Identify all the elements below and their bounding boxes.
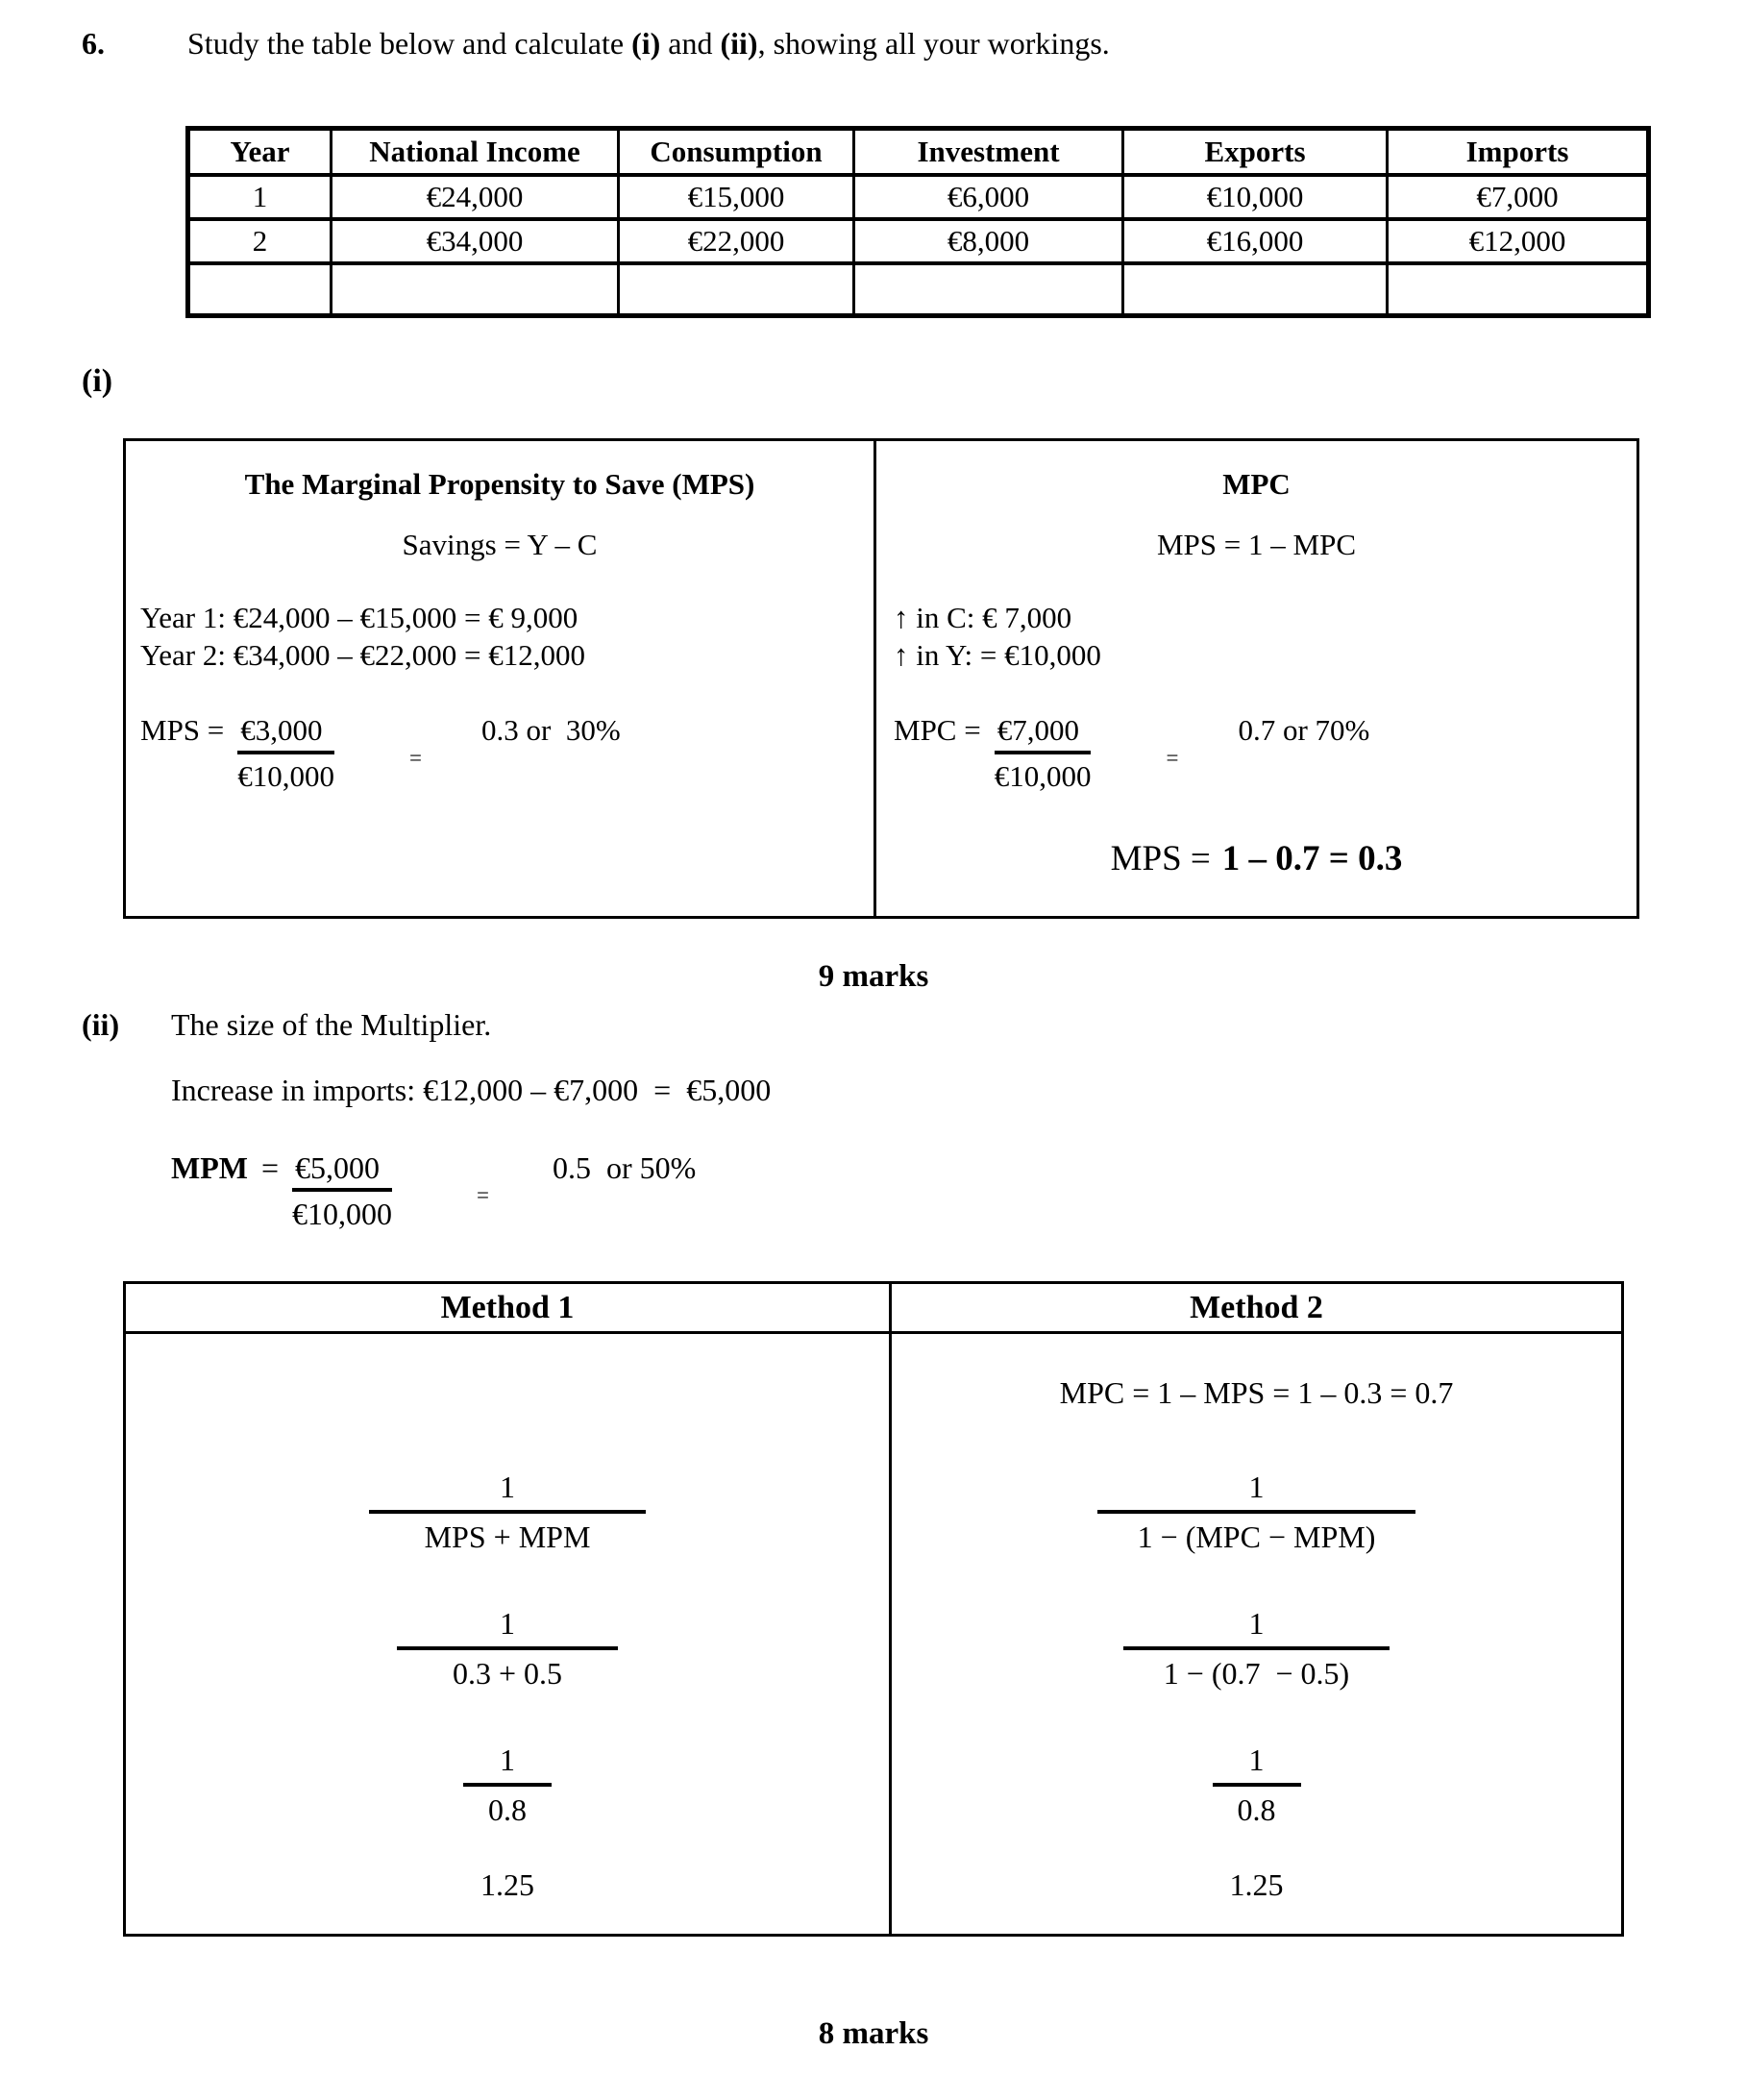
table-cell [1388,263,1649,316]
table-row-year1 [188,175,1649,219]
fraction-denominator: 0.3 + 0.5 [452,1656,563,1691]
fraction-denominator: 0.8 [488,1792,527,1827]
equals-sign: = [409,746,423,770]
question-line [82,24,1110,62]
header-consumption: Consumption [619,129,854,176]
header-investment: Investment [854,129,1123,176]
imports-increase-line: Increase in imports: €12,000 – €7,000 = €5,000 [171,1073,772,1107]
equals-sign: = [477,1183,489,1207]
table-cell [188,263,332,316]
mpc-fraction [995,712,1092,795]
method1-fraction-values [397,1605,618,1692]
part-ii-heading [82,1005,491,1044]
table-cell: €8,000 [854,219,1123,263]
table-cell: €15,000 [619,175,854,219]
question-number: 6. [82,26,105,61]
savings-workings [126,599,874,674]
method2-header: Method 2 [889,1284,1621,1331]
part-ii-title: The size of the Multiplier. [171,1007,492,1042]
increase-in-c-line: ↑ in C: € 7,000 [894,601,1072,634]
mps-column [126,441,874,916]
question-text-part: , showing all your workings. [757,26,1110,61]
multiplier-methods-box [123,1281,1624,1937]
fraction-denominator: 0.8 [1237,1792,1276,1827]
fraction-denominator: €10,000 [292,1197,392,1231]
table-cell [854,263,1123,316]
table-cell [619,263,854,316]
table-cell: €10,000 [1123,175,1388,219]
mps-title: The Marginal Propensity to Save (MPS) [244,467,755,501]
fraction-denominator: 1 − (MPC − MPM) [1137,1519,1376,1554]
fraction-denominator: €10,000 [994,759,1092,793]
method2-mpc-line: MPC = 1 – MPS = 1 – 0.3 = 0.7 [1059,1375,1454,1410]
fraction-denominator: 1 − (0.7 − 0.5) [1163,1656,1350,1691]
mpc-calculation-row [876,712,1636,795]
methods-header-row [126,1284,1621,1334]
mpm-label: MPM [171,1150,248,1185]
table-cell: €7,000 [1388,175,1649,219]
year2-calculation: Year 2: €34,000 – €22,000 = €12,000 [140,638,585,672]
mpc-title: MPC [1222,467,1291,501]
method1-result: 1.25 [480,1867,534,1902]
table-cell: 1 [188,175,332,219]
mps-conclusion-line [876,837,1636,880]
fraction-numerator: 1 [1213,1742,1301,1787]
table-cell: 2 [188,219,332,263]
method2-result: 1.25 [1229,1867,1284,1902]
part-i-answer-box [123,438,1639,919]
methods-body [126,1334,1621,1934]
mps-calculation-row [126,712,874,795]
method1-header: Method 1 [440,1289,575,1325]
method1-column [126,1334,889,1934]
method2-column [889,1334,1621,1934]
mpc-column [874,441,1636,916]
fraction-numerator: 1 [463,1742,552,1787]
question-text-part: Study the table below and calculate [187,26,632,61]
header-imports: Imports [1388,129,1649,176]
method2-fraction-formula [1097,1469,1416,1555]
method1-fraction-simplified [463,1742,552,1828]
fraction-numerator: €5,000 [292,1149,392,1192]
question-text-part: and [660,26,721,61]
header-year: Year [188,129,332,176]
fraction-numerator: 1 [1123,1605,1390,1650]
method1-fraction-formula [369,1469,647,1555]
header-exports: Exports [1123,129,1388,176]
method2-fraction-values [1123,1605,1390,1692]
equals-sign: = [1166,746,1179,770]
table-cell: €6,000 [854,175,1123,219]
table-header-row [188,129,1649,176]
table-cell: €12,000 [1388,219,1649,263]
mpc-result: 0.7 or 70% [1238,713,1370,747]
question-ref-ii: (ii) [720,26,758,61]
conclusion-value: 1 – 0.7 = 0.3 [1221,839,1403,878]
table-cell: €22,000 [619,219,854,263]
mps-label: MPS = [140,713,225,747]
method2-fraction-simplified [1213,1742,1301,1828]
part-ii-marks: 8 marks [818,2016,929,2051]
mps-mpc-formula: MPS = 1 – MPC [1156,528,1356,561]
part-i-marks: 9 marks [818,959,929,994]
table-row-year2 [188,219,1649,263]
mpc-workings [876,599,1636,674]
table-cell: €34,000 [332,219,619,263]
equals-sign: = [260,1150,279,1185]
year1-calculation: Year 1: €24,000 – €15,000 = € 9,000 [140,601,578,634]
fraction-numerator: 1 [369,1469,647,1514]
mpc-label: MPC = [894,713,981,747]
mpm-fraction [292,1149,392,1232]
header-national-income: National Income [332,129,619,176]
fraction-numerator: €3,000 [237,712,334,754]
economy-data-table [185,126,1651,318]
fraction-denominator: MPS + MPM [424,1519,591,1554]
mps-fraction [237,712,334,795]
mps-result: 0.3 or 30% [481,713,621,747]
part-ii-label: (ii) [82,1007,120,1042]
fraction-denominator: €10,000 [237,759,335,793]
mpm-calculation-row [171,1149,696,1232]
increase-in-y-line: ↑ in Y: = €10,000 [894,638,1101,672]
table-cell: €24,000 [332,175,619,219]
table-cell: €16,000 [1123,219,1388,263]
fraction-numerator: 1 [397,1605,618,1650]
table-cell [1123,263,1388,316]
mpm-result: 0.5 or 50% [552,1150,697,1185]
question-text [187,24,1110,62]
fraction-numerator: 1 [1097,1469,1416,1514]
conclusion-label: MPS = [1110,839,1211,878]
table-row-empty [188,263,1649,316]
fraction-numerator: €7,000 [995,712,1092,754]
part-i-label: (i) [82,363,113,399]
question-ref-i: (i) [631,26,661,61]
savings-formula: Savings = Y – C [402,528,598,561]
table-cell [332,263,619,316]
